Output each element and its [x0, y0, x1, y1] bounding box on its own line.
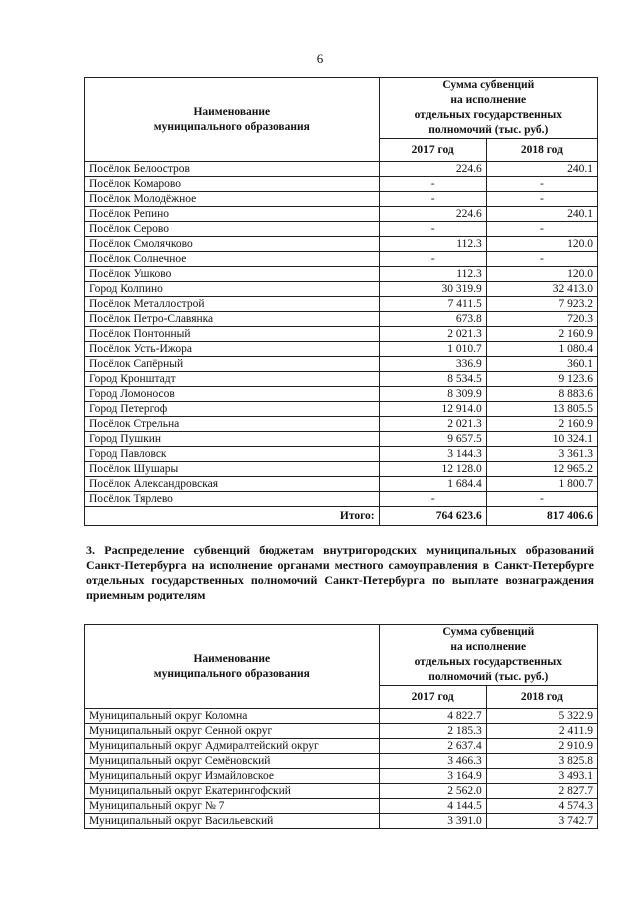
value-2018: - [486, 222, 597, 237]
table-row [85, 342, 598, 357]
table-row [85, 739, 598, 754]
value-2018: 3 361.3 [486, 447, 597, 462]
value-2017: 3 391.0 [379, 814, 486, 829]
municipality-name: Город Кронштадт [85, 372, 380, 387]
value-2017: 673.8 [379, 312, 486, 327]
table-row [85, 477, 598, 492]
value-2018: 3 493.1 [486, 769, 597, 784]
value-2017: 9 657.5 [379, 432, 486, 447]
municipality-name: Посёлок Сапёрный [85, 357, 380, 372]
total-row [85, 507, 598, 526]
table-row [85, 372, 598, 387]
page-number: 6 [316, 51, 324, 66]
value-2017: 224.6 [379, 162, 486, 177]
value-2018: 4 574.3 [486, 799, 597, 814]
value-2017: 336.9 [379, 357, 486, 372]
header-sum-text: Сумма субвенций на исполнение отдельных государственных полномочий (тыс. руб.) [414, 626, 563, 683]
header-sum-text: Сумма субвенций на исполнение отдельных государственных полномочий (тыс. руб.) [414, 79, 563, 136]
value-2017: 12 914.0 [379, 402, 486, 417]
municipality-name: Город Ломоносов [85, 387, 380, 402]
table-row [85, 357, 598, 372]
value-2017: 1 010.7 [379, 342, 486, 357]
value-2017: 30 319.9 [379, 282, 486, 297]
value-2018: 2 910.9 [486, 739, 597, 754]
subsidies-table-2 [84, 624, 598, 829]
municipality-name: Муниципальный округ Сенной округ [85, 724, 380, 739]
municipality-name: Муниципальный округ Васильевский [85, 814, 380, 829]
header-name-text: Наименование муниципального образования [153, 652, 310, 680]
header-year-2018: 2018 год [486, 686, 597, 709]
total-2018: 817 406.6 [486, 507, 597, 526]
table-row [85, 432, 598, 447]
value-2017: 112.3 [379, 267, 486, 282]
header-year-2018: 2018 год [486, 139, 597, 162]
header-subsidy-sum [379, 625, 597, 686]
value-2017: 3 466.3 [379, 754, 486, 769]
value-2018: 360.1 [486, 357, 597, 372]
value-2018: 240.1 [486, 162, 597, 177]
value-2017: 8 309.9 [379, 387, 486, 402]
table-row [85, 814, 598, 829]
value-2018: - [486, 177, 597, 192]
table-row [85, 724, 598, 739]
value-2017: 2 562.0 [379, 784, 486, 799]
table-row [85, 207, 598, 222]
municipality-name: Посёлок Смолячково [85, 237, 380, 252]
value-2018: 3 742.7 [486, 814, 597, 829]
municipality-name: Посёлок Петро-Славянка [85, 312, 380, 327]
table-row [85, 267, 598, 282]
municipality-name: Город Петергоф [85, 402, 380, 417]
table-row [85, 799, 598, 814]
value-2018: - [486, 252, 597, 267]
municipality-name: Посёлок Стрельна [85, 417, 380, 432]
table2-body [85, 709, 598, 829]
municipality-name: Посёлок Понтонный [85, 327, 380, 342]
value-2018: 9 123.6 [486, 372, 597, 387]
value-2017: 4 822.7 [379, 709, 486, 724]
municipality-name: Посёлок Белоостров [85, 162, 380, 177]
total-2017: 764 623.6 [379, 507, 486, 526]
value-2017: 4 144.5 [379, 799, 486, 814]
municipality-name: Посёлок Металлострой [85, 297, 380, 312]
value-2017: 3 144.3 [379, 447, 486, 462]
value-2018: 2 827.7 [486, 784, 597, 799]
table-row [85, 297, 598, 312]
table-row [85, 327, 598, 342]
table-row [85, 387, 598, 402]
table-row [85, 237, 598, 252]
value-2018: 8 883.6 [486, 387, 597, 402]
value-2018: 1 080.4 [486, 342, 597, 357]
value-2017: 112.3 [379, 237, 486, 252]
municipality-name: Посёлок Серово [85, 222, 380, 237]
value-2018: 2 160.9 [486, 417, 597, 432]
municipality-name: Муниципальный округ Коломна [85, 709, 380, 724]
municipality-name: Посёлок Ушково [85, 267, 380, 282]
value-2017: 3 164.9 [379, 769, 486, 784]
header-name-text: Наименование муниципального образования [153, 105, 310, 133]
header-year-2017: 2017 год [379, 139, 486, 162]
header-municipality-name [85, 78, 380, 162]
section-3-heading: 3. Распределение субвенций бюджетам внутригородских муниципальных образований Санкт-Петербурга на исполнение органами местного самоуправления в Санкт-Петербурге отдельных государственных полномочий Санкт-Петербурга по выплате вознаграждения приемным родителям [86, 543, 594, 602]
municipality-name: Муниципальный округ Измайловское [85, 769, 380, 784]
municipality-name: Посёлок Усть-Ижора [85, 342, 380, 357]
municipality-name: Муниципальный округ № 7 [85, 799, 380, 814]
table-row [85, 784, 598, 799]
value-2018: 7 923.2 [486, 297, 597, 312]
table-row [85, 192, 598, 207]
value-2018: 2 160.9 [486, 327, 597, 342]
value-2017: - [379, 222, 486, 237]
value-2017: - [379, 492, 486, 507]
value-2018: 5 322.9 [486, 709, 597, 724]
value-2017: 7 411.5 [379, 297, 486, 312]
table-row [85, 754, 598, 769]
table-row [85, 162, 598, 177]
municipality-name: Город Пушкин [85, 432, 380, 447]
municipality-name: Муниципальный округ Екатерингофский [85, 784, 380, 799]
municipality-name: Муниципальный округ Адмиралтейский округ [85, 739, 380, 754]
value-2017: 12 128.0 [379, 462, 486, 477]
value-2018: 1 800.7 [486, 477, 597, 492]
table-row [85, 462, 598, 477]
value-2018: - [486, 492, 597, 507]
value-2018: 2 411.9 [486, 724, 597, 739]
municipality-name: Посёлок Солнечное [85, 252, 380, 267]
value-2018: 720.3 [486, 312, 597, 327]
table-row [85, 769, 598, 784]
value-2017: 1 684.4 [379, 477, 486, 492]
value-2017: - [379, 252, 486, 267]
value-2018: - [486, 192, 597, 207]
header-municipality-name [85, 625, 380, 709]
value-2018: 13 805.5 [486, 402, 597, 417]
subsidies-table-1 [84, 77, 598, 526]
table-row [85, 282, 598, 297]
municipality-name: Посёлок Молодёжное [85, 192, 380, 207]
value-2018: 120.0 [486, 267, 597, 282]
municipality-name: Посёлок Александровская [85, 477, 380, 492]
value-2018: 3 825.8 [486, 754, 597, 769]
municipality-name: Посёлок Комарово [85, 177, 380, 192]
municipality-name: Город Павловск [85, 447, 380, 462]
value-2017: 2 637.4 [379, 739, 486, 754]
municipality-name: Посёлок Тярлево [85, 492, 380, 507]
value-2017: 8 534.5 [379, 372, 486, 387]
value-2017: 224.6 [379, 207, 486, 222]
value-2017: - [379, 192, 486, 207]
table-row [85, 417, 598, 432]
table-row [85, 177, 598, 192]
header-year-2017: 2017 год [379, 686, 486, 709]
value-2017: 2 185.3 [379, 724, 486, 739]
table-row [85, 312, 598, 327]
table-row [85, 492, 598, 507]
value-2018: 120.0 [486, 237, 597, 252]
value-2017: 2 021.3 [379, 417, 486, 432]
municipality-name: Посёлок Репино [85, 207, 380, 222]
total-label: Итого: [85, 507, 380, 526]
table-row [85, 252, 598, 267]
table-row [85, 709, 598, 724]
municipality-name: Муниципальный округ Семёновский [85, 754, 380, 769]
value-2018: 32 413.0 [486, 282, 597, 297]
table-row [85, 447, 598, 462]
value-2018: 12 965.2 [486, 462, 597, 477]
table1-body [85, 162, 598, 507]
value-2017: - [379, 177, 486, 192]
value-2017: 2 021.3 [379, 327, 486, 342]
value-2018: 240.1 [486, 207, 597, 222]
municipality-name: Город Колпино [85, 282, 380, 297]
value-2018: 10 324.1 [486, 432, 597, 447]
table-row [85, 402, 598, 417]
municipality-name: Посёлок Шушары [85, 462, 380, 477]
table-row [85, 222, 598, 237]
header-subsidy-sum [379, 78, 597, 139]
